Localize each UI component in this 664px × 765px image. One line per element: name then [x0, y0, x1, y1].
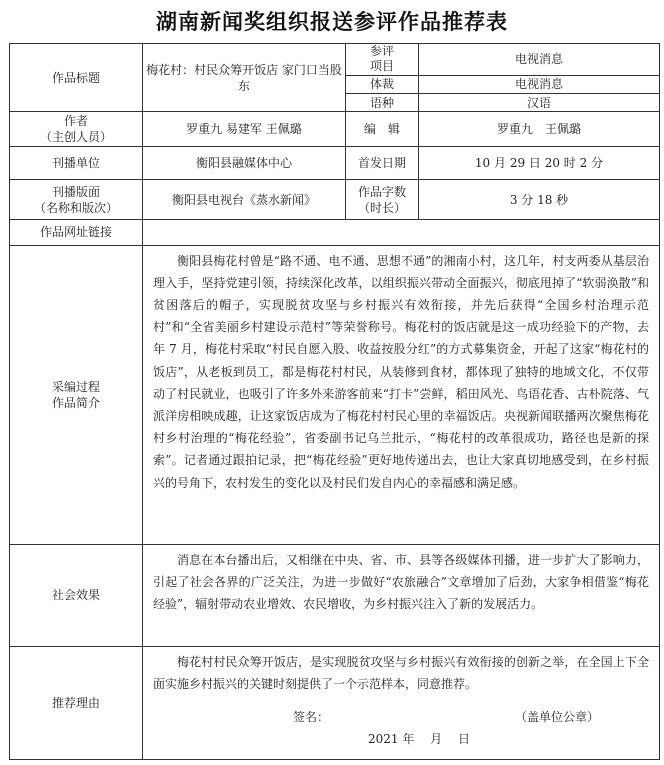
language-label: 语种 [346, 93, 419, 111]
author-label-line1: 作者 [63, 114, 88, 129]
genre-value: 电视消息 [419, 75, 660, 93]
seal-label: （盖单位公章） [514, 709, 599, 724]
category-label: 参评 项目 [346, 44, 419, 76]
recommendation-form-table [9, 43, 660, 760]
genre-label: 体裁 [346, 75, 419, 93]
effect-label: 社会效果 [10, 545, 143, 647]
first-date-value: 10 月 29 日 20 时 2 分 [419, 146, 660, 180]
author-label [10, 112, 143, 147]
category-value: 电视消息 [419, 44, 660, 76]
signature-label: 签名： [293, 709, 330, 724]
layout-value: 衡阳县电视台《蒸水新闻》 [143, 180, 346, 220]
form-title: 湖南新闻奖组织报送参评作品推荐表 [156, 10, 508, 34]
publisher-value: 衡阳县融媒体中心 [143, 146, 346, 180]
process-label [10, 245, 143, 544]
layout-label-line1: 刊播版面 [51, 184, 100, 199]
length-value: 3 分 18 秒 [419, 180, 660, 220]
work-title-value: 梅花村：村民众筹开饭店 家门口当股东 [143, 44, 346, 112]
length-label [346, 180, 419, 220]
date-text: 2021 年 月 日 [368, 731, 470, 746]
authors-value: 罗重九 易建军 王佩璐 [143, 112, 346, 147]
length-label-line1: 作品字数 [357, 184, 406, 199]
process-text: 衡阳县梅花村曾是“路不通、电不通、思想不通”的湘南小村，这几年，村支两委从基层治理入手，坚持党建引领，持续深化改革，以组织振兴带动全面振兴，彻底甩掉了“软弱涣散”和贫困落后的帽子，实现脱贫攻坚与乡村振兴有效衔接，并先后获得“全国乡村治理示范村”和“全省美丽乡村建设示范村”等荣誉称号。梅花村的饭店就是这一成功经验下的产物，去年 7 月，梅花村采取“村民自愿入股、收益按股分红”的方式募集资金，开起了这家“梅花村的饭店”，从老板到员工，都是梅花村村民，从装修到食材，都体现了独特的地域文化，不仅带动了村民就业，也吸引了许多外来游客前来“打卡”尝鲜，稻田风光、鸟语花香、古朴院落、气派洋房相映成趣，让这家饭店成为了梅花村村民心里的幸福饭店。央视新闻联播两次聚焦梅花村乡村治理的“梅花经验”，省委副书记乌兰批示，“梅花村的改革很成功，路径也是新的探索”。记者通过跟拍记录，把“梅花经验”更好地传递出去，也让大家真切地感受到，在乡村振兴的号角下，农村发生的变化以及村民们发自内心的幸福感和满足感。 [143, 245, 660, 544]
author-label-line2: （主创人员） [39, 130, 112, 145]
first-date-label: 首发日期 [346, 146, 419, 180]
reason-label: 推荐理由 [10, 646, 143, 759]
editor-label: 编 辑 [346, 112, 419, 147]
length-label-line2: （时长） [357, 200, 406, 215]
layout-label-line2: （名称和版次） [33, 200, 118, 215]
reason-cell [143, 646, 660, 759]
date-row [153, 731, 649, 753]
effect-text: 消息在本台播出后，又相继在中央、省、市、县等各级媒体刊播，进一步扩大了影响力，引起了社会各界的广泛关注，为进一步做好“农旅融合”文章增加了后劲，大家争相借鉴“梅花经验”，辐射带动农业增效、农民增收，为乡村振兴注入了新的发展活力。 [143, 545, 660, 647]
reason-text: 梅花村村民众筹开饭店，是实现脱贫攻坚与乡村振兴有效衔接的创新之举，在全国上下全面实施乡村振兴的关键时刻提供了一个示范样本，同意推荐。 [153, 654, 649, 691]
work-title-label: 作品标题 [10, 44, 143, 112]
process-label-line2: 作品简介 [51, 395, 100, 410]
layout-label [10, 180, 143, 220]
url-label: 作品网址链接 [10, 220, 143, 245]
signature-row [153, 709, 649, 731]
process-label-line1: 采编过程 [51, 379, 100, 394]
language-value: 汉语 [419, 93, 660, 111]
editors-value: 罗重九 王佩璐 [419, 112, 660, 147]
url-value [143, 220, 660, 245]
publisher-label: 刊播单位 [10, 146, 143, 180]
